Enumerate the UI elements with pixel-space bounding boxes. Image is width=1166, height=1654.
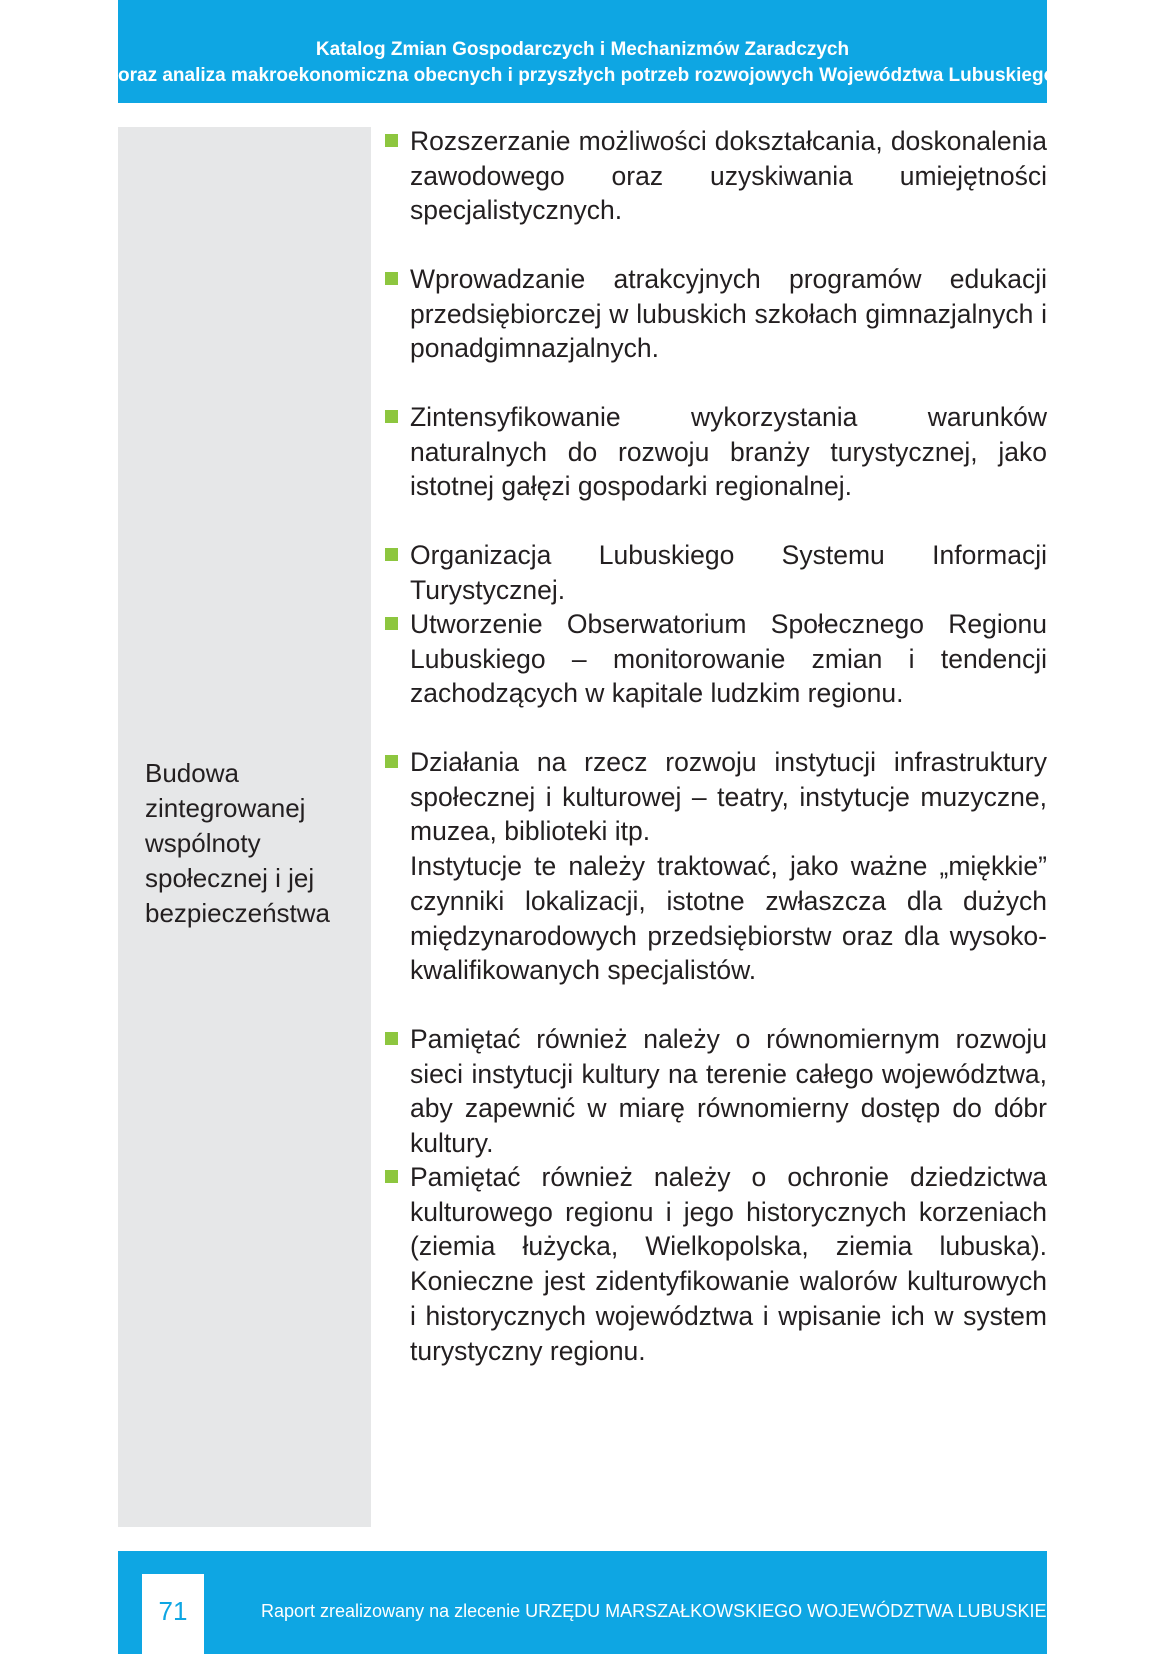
bullet-square-icon	[385, 272, 398, 285]
list-item-paragraph: Organizacja Lubuskiego Systemu Informacji Turystycznej.	[410, 540, 1047, 605]
list-item	[384, 745, 1047, 988]
list-item	[384, 1022, 1047, 1161]
list-item-text	[410, 262, 1047, 366]
list-item-paragraph: Pamiętać również należy o ochronie dziedzictwa kulturowego regionu i jego historycznych korzeniach (ziemia łużycka, Wielkopolska, ziemia lubuska). Konieczne jest zidentyfikowanie walorów kulturowych i historycznych województwa i wpisanie ich w system turystyczny regionu.	[410, 1162, 1047, 1366]
list-item-paragraph: Wprowadzanie atrakcyjnych programów edukacji przedsiębiorczej w lubuskich szkołach gimnazjalnych i ponadgimnazjalnych.	[410, 264, 1047, 364]
section-label-line: wspólnoty	[145, 828, 261, 858]
list-item-paragraph: Pamiętać również należy o równomiernym rozwoju sieci instytucji kultury na terenie całego województwa, aby zapewnić w miarę równomierny dostęp do dóbr kultury.	[410, 1024, 1047, 1159]
bullet-square-icon	[385, 617, 398, 630]
section-label	[145, 756, 365, 931]
left-column	[118, 127, 371, 1527]
header-title-line-1: Katalog Zmian Gospodarczych i Mechanizmów Zaradczych	[315, 39, 850, 60]
bullet-square-icon	[385, 1170, 398, 1183]
header-title-line-2: oraz analiza makroekonomiczna obecnych i przyszłych potrzeb rozwojowych Województwa Lubuskiego	[118, 65, 1056, 86]
list-item	[384, 124, 1047, 228]
list-item-paragraph: Zintensyfikowanie wykorzystania warunków naturalnych do rozwoju branży turystycznej, jako istotnej gałęzi gospodarki regionalnej.	[410, 402, 1047, 502]
list-item	[384, 1160, 1047, 1368]
section-label-line: Budowa	[145, 758, 239, 788]
list-item-text	[410, 607, 1047, 711]
footer-text: Raport zrealizowany na zlecenie URZĘDU MARSZAŁKOWSKIEGO WOJEWÓDZTWA LUBUSKIEGO	[261, 1601, 1075, 1621]
section-label-line: zintegrowanej	[145, 793, 306, 823]
list-item-text	[410, 1022, 1047, 1161]
bullet-square-icon	[385, 134, 398, 147]
page-number: 71	[142, 1574, 204, 1654]
list-item-text	[410, 745, 1047, 988]
bullet-square-icon	[385, 548, 398, 561]
list-item-text	[410, 1160, 1047, 1368]
list-item-text	[410, 538, 1047, 607]
bullet-square-icon	[385, 410, 398, 423]
list-item-paragraph: Instytucje te należy traktować, jako ważne „miękkie” czynniki lokalizacji, istotne zwłaszcza dla dużych międzynarodowych przedsiębiorstw oraz dla wysoko-kwalifikowanych specjalistów.	[410, 851, 1047, 986]
list-item	[384, 400, 1047, 504]
list-item-text	[410, 124, 1047, 228]
bullet-square-icon	[385, 1032, 398, 1045]
page-footer	[118, 1551, 1075, 1654]
section-label-line: społecznej i jej	[145, 863, 315, 893]
section-label-line: bezpieczeństwa	[145, 898, 330, 928]
list-item	[384, 262, 1047, 366]
bullet-square-icon	[385, 755, 398, 768]
page-header	[118, 0, 1056, 103]
list-item-paragraph: Utworzenie Obserwatorium Społecznego Regionu Lubuskiego – monitorowanie zmian i tendencji zachodzących w kapitale ludzkim regionu.	[410, 609, 1047, 709]
list-item-paragraph: Działania na rzecz rozwoju instytucji infrastruktury społecznej i kulturowej – teatry, instytucje muzyczne, muzea, biblioteki itp.	[410, 747, 1047, 847]
list-item-paragraph: Rozszerzanie możliwości dokształcania, doskonalenia zawodowego oraz uzyskiwania umiejętności specjalistycznych.	[410, 126, 1047, 226]
list-item-text	[410, 400, 1047, 504]
list-item	[384, 607, 1047, 711]
list-item	[384, 538, 1047, 607]
